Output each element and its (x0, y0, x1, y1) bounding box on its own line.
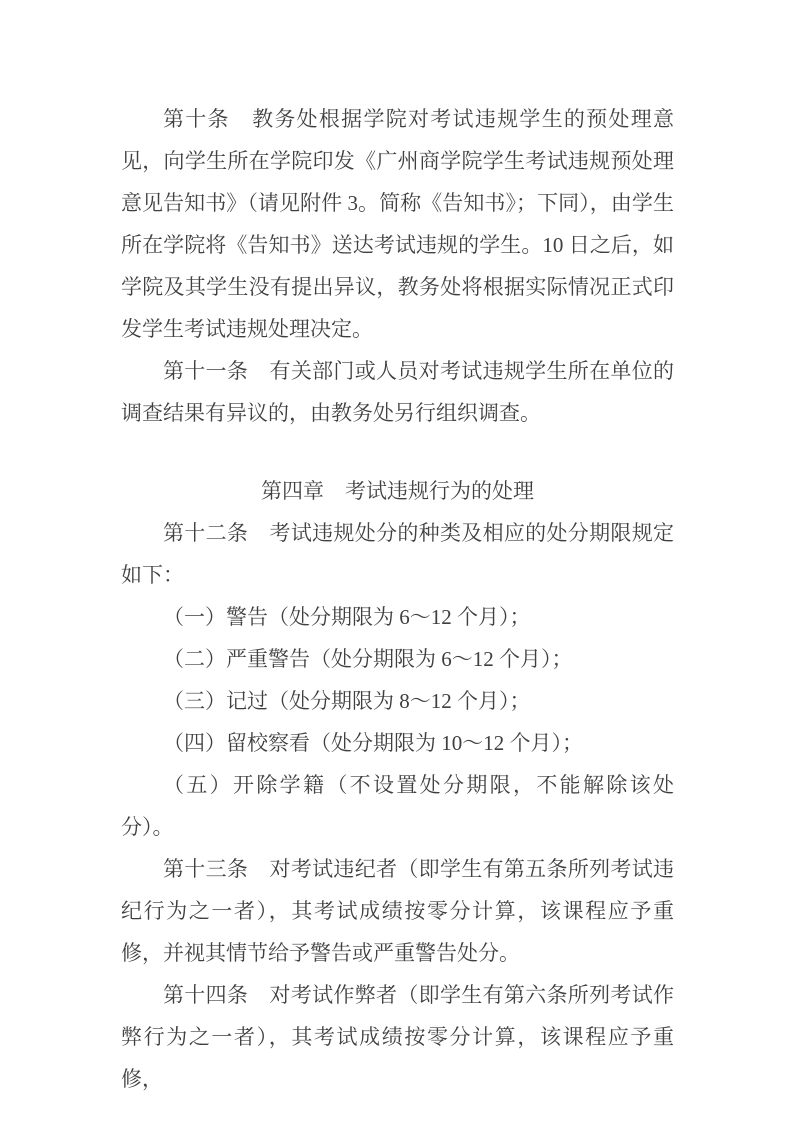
sanction-item-5: （五）开除学籍（不设置处分期限，不能解除该处分）。 (121, 773, 674, 839)
sanction-item-4: （四）留校察看（处分期限为 10～12 个月）； (163, 731, 583, 755)
chapter-4-heading: 第四章 考试违规行为的处理 (261, 479, 534, 503)
article-10-paragraph: 第十条 教务处根据学院对考试违规学生的预处理意见，向学生所在学院印发《广州商学院学生考试违规预处理意见告知书》（请见附件 3。简称《告知书》；下同），由学生所在学院将《告知书》送达考试违规的学生。10 日之后，如学院及其学生没有提出异议，教务处将根据实际情况正式印发学生考试违规处理决定。 (121, 107, 674, 341)
article-13-paragraph: 第十三条 对考试违纪者（即学生有第五条所列考试违纪行为之一者），其考试成绩按零分计算，该课程应予重修，并视其情节给予警告或严重警告处分。 (121, 857, 674, 965)
article-12-paragraph: 第十二条 考试违规处分的种类及相应的处分期限规定如下： (121, 521, 674, 587)
sanction-item-3: （三）记过（处分期限为 8～12 个月）； (163, 689, 531, 713)
article-11-paragraph: 第十一条 有关部门或人员对考试违规学生所在单位的调查结果有异议的，由教务处另行组织调查。 (121, 359, 674, 425)
article-14-paragraph: 第十四条 对考试作弊者（即学生有第六条所列考试作弊行为之一者），其考试成绩按零分计算，该课程应予重修， (121, 983, 674, 1091)
sanction-item-1: （一）警告（处分期限为 6～12 个月）； (163, 605, 531, 629)
document-content (121, 98, 674, 1100)
sanction-item-2: （二）严重警告（处分期限为 6～12 个月）； (163, 647, 573, 671)
